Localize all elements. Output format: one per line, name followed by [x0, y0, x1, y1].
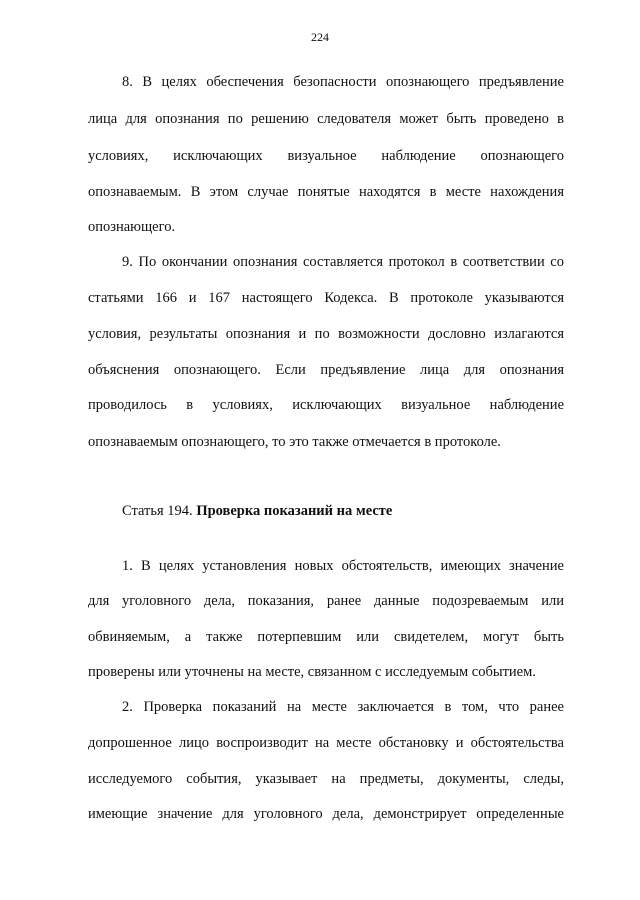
text-line-7: статьями 166 и 167 настоящего Кодекса. В протоколе указываются: [88, 290, 564, 306]
text-line-18: исследуемого события, указывает на предметы, документы, следы,: [88, 771, 564, 787]
text-line-19: имеющие значение для уголовного дела, демонстрирует определенные: [88, 806, 564, 822]
article-heading: [122, 502, 392, 520]
text-line-9: объяснения опознающего. Если предъявление лица для опознания: [88, 362, 564, 378]
text-line-5: опознающего.: [88, 219, 176, 235]
text-line-15: проверены или уточнены на месте, связанном с исследуемым событием.: [88, 664, 536, 680]
text-line-16: 2. Проверка показаний на месте заключается в том, что ранее: [122, 699, 564, 715]
text-line-14: обвиняемым, а также потерпевшим или свидетелем, могут быть: [88, 629, 564, 645]
text-line-4: опознаваемым. В этом случае понятые находятся в месте нахождения: [88, 184, 564, 200]
text-line-2: лица для опознания по решению следователя может быть проведено в: [88, 111, 564, 127]
text-line-11: опознаваемым опознающего, то это также отмечается в протоколе.: [88, 434, 501, 450]
text-line-13: для уголовного дела, показания, ранее данные подозреваемым или: [88, 593, 564, 609]
text-line-3: условиях, исключающих визуальное наблюдение опознающего: [88, 148, 564, 164]
page-number: 224: [311, 30, 329, 44]
article-title: Проверка показаний на месте: [196, 503, 393, 519]
article-prefix: Статья 194.: [122, 503, 197, 519]
text-line-10: проводилось в условиях, исключающих визуальное наблюдение: [88, 397, 564, 413]
text-line-17: допрошенное лицо воспроизводит на месте обстановку и обстоятельства: [88, 735, 564, 751]
text-line-8: условия, результаты опознания и по возможности дословно излагаются: [88, 326, 564, 342]
text-line-12: 1. В целях установления новых обстоятельств, имеющих значение: [122, 558, 564, 574]
text-line-6: 9. По окончании опознания составляется протокол в соответствии со: [122, 254, 564, 270]
text-line-1: 8. В целях обеспечения безопасности опознающего предъявление: [122, 74, 564, 90]
